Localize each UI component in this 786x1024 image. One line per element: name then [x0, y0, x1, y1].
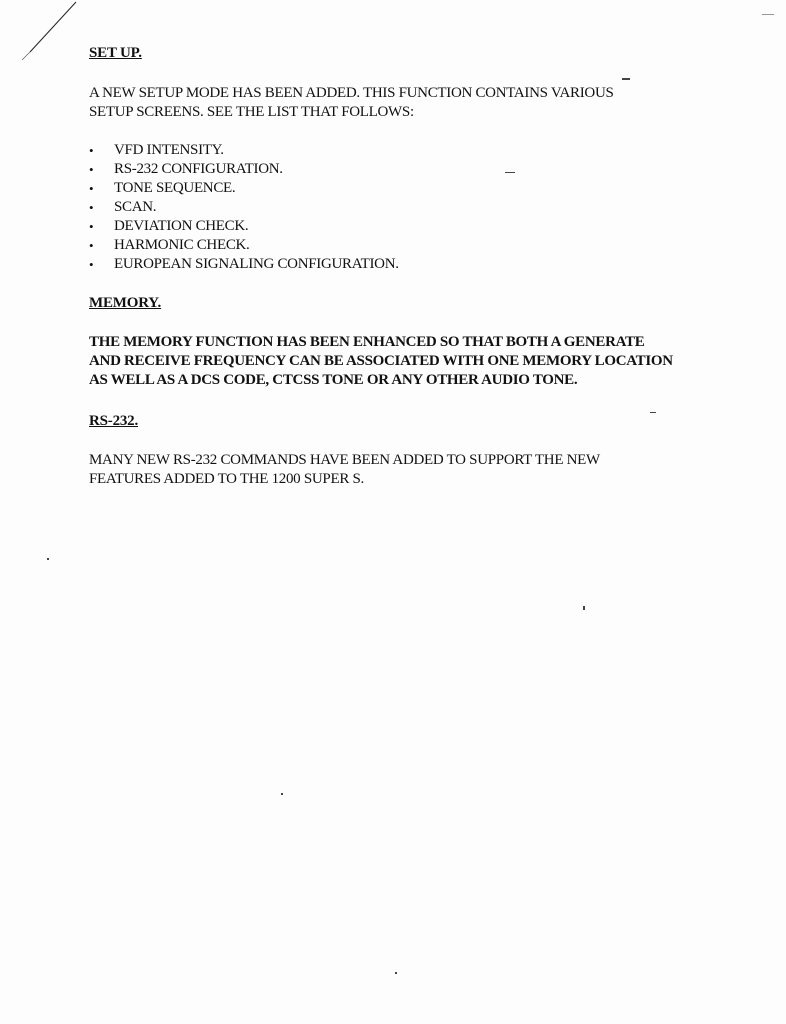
list-item-label: SCAN.: [114, 199, 157, 215]
bullet-icon: •: [89, 257, 94, 272]
list-item: [89, 236, 729, 255]
list-item: [89, 160, 729, 179]
document-body: [89, 44, 729, 489]
scan-mark-line: [0, 0, 90, 70]
setup-list: [89, 141, 729, 274]
memory-paragraph: THE MEMORY FUNCTION HAS BEEN ENHANCED SO THAT BOTH A GENERATE AND RECEIVE FREQUENCY CAN BE ASSOCIATED WITH ONE MEMORY LOCATION AS WELL AS A DCS CODE, CTCSS TONE OR ANY OTHER AUDIO TONE.: [89, 334, 673, 388]
setup-paragraph: A NEW SETUP MODE HAS BEEN ADDED. THIS FUNCTION CONTAINS VARIOUS SETUP SCREENS. SEE THE LIST THAT FOLLOWS:: [89, 85, 614, 120]
bullet-icon: •: [89, 181, 94, 196]
rs232-heading: RS-232.: [89, 413, 139, 429]
list-item: [89, 179, 729, 198]
bullet-icon: •: [89, 162, 94, 177]
scan-speck: [622, 78, 630, 80]
list-item-label: VFD INTENSITY.: [114, 142, 224, 158]
scan-speck: [395, 972, 397, 974]
section-memory: [89, 294, 729, 390]
list-item-label: DEVIATION CHECK.: [114, 218, 249, 234]
list-item: [89, 141, 729, 160]
bullet-icon: •: [89, 219, 94, 234]
list-item: [89, 198, 729, 217]
bullet-icon: •: [89, 238, 94, 253]
list-item-label: EUROPEAN SIGNALING CONFIGURATION.: [114, 256, 399, 272]
scan-speck: [583, 606, 585, 610]
bullet-icon: •: [89, 200, 94, 215]
memory-heading: MEMORY.: [89, 295, 162, 311]
scan-speck: [650, 412, 656, 413]
section-setup: [89, 44, 729, 274]
scan-speck: [47, 558, 49, 560]
list-item: [89, 217, 729, 236]
scan-speck: [281, 793, 283, 795]
bullet-icon: •: [89, 143, 94, 158]
list-item-label: HARMONIC CHECK.: [114, 237, 250, 253]
scan-speck: [762, 14, 774, 15]
setup-heading: SET UP.: [89, 45, 142, 61]
section-rs232: [89, 412, 729, 489]
rs232-paragraph: MANY NEW RS-232 COMMANDS HAVE BEEN ADDED TO SUPPORT THE NEW FEATURES ADDED TO THE 1200 SUPER S.: [89, 452, 600, 487]
list-item-label: RS-232 CONFIGURATION.: [114, 161, 283, 177]
list-item: [89, 255, 729, 274]
scan-speck: [505, 172, 515, 173]
list-item-label: TONE SEQUENCE.: [114, 180, 236, 196]
